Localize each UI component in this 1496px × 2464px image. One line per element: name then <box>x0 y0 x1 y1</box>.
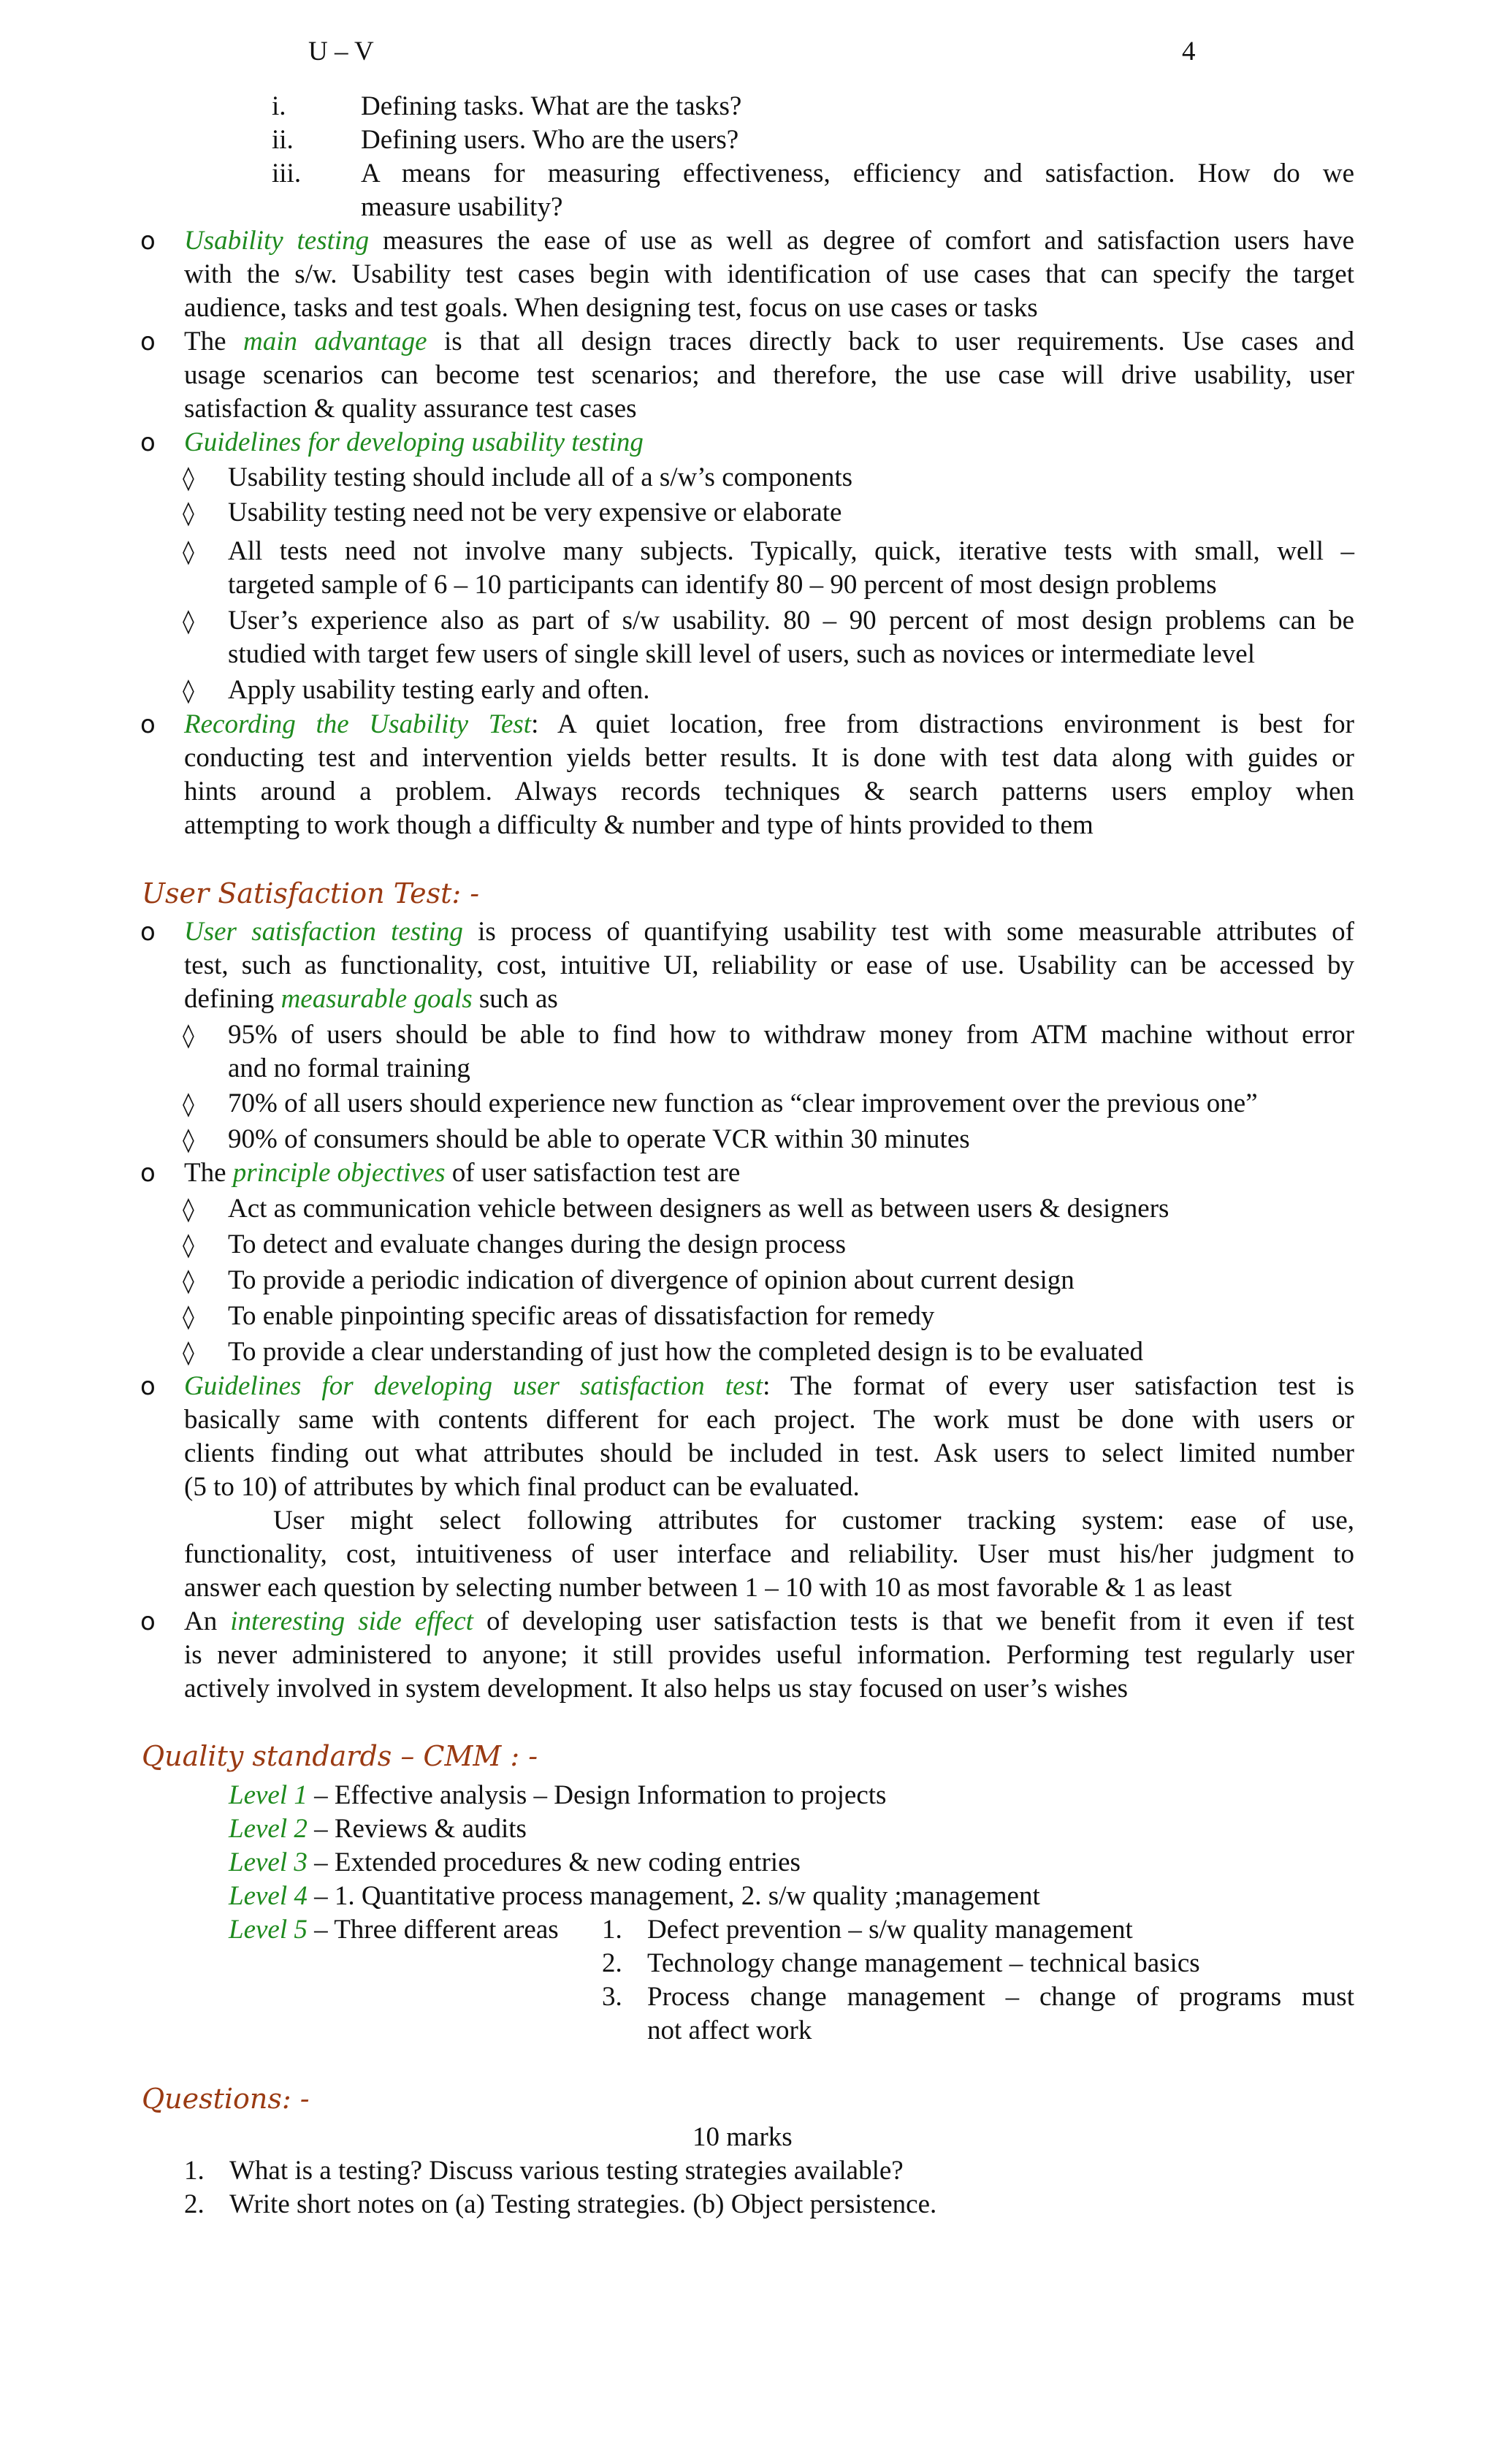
term: interesting side effect <box>230 1606 473 1636</box>
level-label: Level 5 <box>229 1915 308 1945</box>
diamond-bullet-icon: ◊ <box>183 607 194 635</box>
para-line: test, such as functionality, cost, intuitive UI, reliability or ease of use. Usability can be accessed by <box>184 950 1354 980</box>
list-item-cont: studied with target few users of single skill level of users, such as novices or intermediate level <box>228 639 1255 669</box>
area-item: Technology change management – technical basics <box>647 1948 1200 1978</box>
roman-item: Defining users. Who are the users? <box>361 125 739 155</box>
text: is process of quantifying usability test with some measurable attributes of <box>462 917 1354 947</box>
area-item-cont: not affect work <box>647 2015 812 2045</box>
diamond-bullet-icon: ◊ <box>183 1338 194 1366</box>
diamond-bullet-icon: ◊ <box>183 538 194 565</box>
text: – 1. Quantitative process management, 2. s/w quality ;management <box>307 1881 1040 1911</box>
para-line: audience, tasks and test goals. When designing test, focus on use cases or tasks <box>184 293 1038 323</box>
roman-item: Defining tasks. What are the tasks? <box>361 91 742 121</box>
cmm-level <box>229 1846 801 1880</box>
cmm-level <box>229 1880 1040 1913</box>
term: Guidelines for developing user satisfaction test <box>184 1371 763 1401</box>
term: Usability testing <box>184 226 370 256</box>
para-line <box>184 708 1354 741</box>
circle-bullet-icon: o <box>140 327 156 356</box>
roman-num: i. <box>272 91 286 121</box>
list-item-cont: and no formal training <box>228 1053 470 1083</box>
text: – Reviews & audits <box>307 1814 527 1844</box>
area-num: 1. <box>602 1915 622 1945</box>
para-line: functionality, cost, intuitiveness of user interface and reliability. User must his/her judgment to <box>184 1539 1354 1569</box>
circle-bullet-icon: o <box>140 1372 156 1401</box>
text: such as <box>472 984 558 1014</box>
para-line: usage scenarios can become test scenarios; and therefore, the use case will drive usability, user <box>184 360 1354 390</box>
term: User satisfaction testing <box>184 917 463 947</box>
question-item: Write short notes on (a) Testing strategies. (b) Object persistence. <box>229 2189 937 2219</box>
para-line: with the s/w. Usability test cases begin with identification of use cases that can specify the target <box>184 259 1354 289</box>
text: : The format of every user satisfaction test is <box>763 1371 1354 1401</box>
term: measurable goals <box>280 984 473 1014</box>
term: Recording the Usability Test <box>184 709 532 739</box>
list-item: 70% of all users should experience new function as “clear improvement over the previous one” <box>228 1088 1258 1118</box>
page-number: 4 <box>1182 37 1196 66</box>
para-line: conducting test and intervention yields better results. It is done with test data along with guides or <box>184 743 1354 773</box>
list-item: Usability testing should include all of a s/w’s components <box>228 462 853 492</box>
text: is that all design traces directly back to user requirements. Use cases and <box>427 327 1354 356</box>
para-line <box>184 915 1354 949</box>
circle-bullet-icon: o <box>140 1159 156 1188</box>
level-label: Level 2 <box>229 1814 308 1844</box>
list-item: To detect and evaluate changes during the design process <box>228 1229 847 1259</box>
list-item: To enable pinpointing specific areas of dissatisfaction for remedy <box>228 1301 935 1331</box>
question-num: 2. <box>184 2189 205 2219</box>
text: measures the ease of use as well as degree of comfort and satisfaction users have <box>369 226 1354 256</box>
list-item: Act as communication vehicle between designers as well as between users & designers <box>228 1194 1169 1224</box>
section-heading: User Satisfaction Test: - <box>142 877 480 909</box>
para-line <box>184 325 1354 359</box>
diamond-bullet-icon: ◊ <box>183 676 194 704</box>
diamond-bullet-icon: ◊ <box>183 1021 194 1049</box>
para-line <box>184 1156 740 1190</box>
para-line: actively involved in system development. It also helps us stay focused on user’s wishes <box>184 1674 1129 1704</box>
roman-num: iii. <box>272 159 302 188</box>
term: principle objectives <box>232 1158 446 1188</box>
para-line <box>184 1370 1354 1403</box>
text: An <box>184 1606 231 1636</box>
cmm-level <box>229 1779 886 1812</box>
text: of user satisfaction test are <box>445 1158 741 1188</box>
para-line <box>184 1605 1354 1639</box>
diamond-bullet-icon: ◊ <box>183 464 194 492</box>
cmm-level <box>229 1812 527 1846</box>
area-num: 2. <box>602 1948 622 1978</box>
marks-label: 10 marks <box>692 2122 793 2152</box>
section-heading: Quality standards – CMM : - <box>142 1740 538 1772</box>
term: main advantage <box>243 327 427 356</box>
roman-item: A means for measuring effectiveness, efficiency and satisfaction. How do we <box>361 159 1354 188</box>
section-heading: Questions: - <box>142 2083 310 2115</box>
list-item: To provide a clear understanding of just how the completed design is to be evaluated <box>228 1337 1143 1367</box>
para-line: hints around a problem. Always records techniques & search patterns users employ when <box>184 777 1354 806</box>
question-item: What is a testing? Discuss various testing strategies available? <box>229 2156 904 2186</box>
list-item: To provide a periodic indication of divergence of opinion about current design <box>228 1265 1075 1295</box>
list-item: 90% of consumers should be able to operate VCR within 30 minutes <box>228 1124 970 1154</box>
roman-item-cont: measure usability? <box>361 192 563 222</box>
list-item: User’s experience also as part of s/w usability. 80 – 90 percent of most design problems can be <box>228 606 1354 636</box>
text: – Three different areas <box>307 1915 559 1945</box>
level-label: Level 1 <box>229 1780 308 1810</box>
list-item: Apply usability testing early and often. <box>228 675 650 705</box>
list-item-cont: targeted sample of 6 – 10 participants can identify 80 – 90 percent of most design problems <box>228 570 1217 600</box>
circle-bullet-icon: o <box>140 226 156 256</box>
diamond-bullet-icon: ◊ <box>183 1195 194 1223</box>
para-line: is never administered to anyone; it still provides useful information. Performing test regularly user <box>184 1640 1354 1670</box>
text: The <box>184 327 243 356</box>
diamond-bullet-icon: ◊ <box>183 1090 194 1118</box>
roman-num: ii. <box>272 125 294 155</box>
text: – Effective analysis – Design Information to projects <box>307 1780 887 1810</box>
diamond-bullet-icon: ◊ <box>183 1126 194 1153</box>
para-line: clients finding out what attributes should be included in test. Ask users to select limited number <box>184 1438 1354 1468</box>
circle-bullet-icon: o <box>140 710 156 739</box>
text: defining <box>184 984 281 1014</box>
para-line <box>184 983 558 1016</box>
para-line: attempting to work though a difficulty & number and type of hints provided to them <box>184 810 1094 840</box>
diamond-bullet-icon: ◊ <box>183 1267 194 1294</box>
text: : A quiet location, free from distractions environment is best for <box>531 709 1354 739</box>
para-line: answer each question by selecting number between 1 – 10 with 10 as most favorable & 1 as least <box>184 1573 1232 1603</box>
diamond-bullet-icon: ◊ <box>183 499 194 527</box>
question-num: 1. <box>184 2156 205 2186</box>
circle-bullet-icon: o <box>140 1607 156 1636</box>
list-item: All tests need not involve many subjects. Typically, quick, iterative tests with small, well – <box>228 536 1354 566</box>
term: Guidelines for developing usability testing <box>184 427 644 457</box>
text: – Extended procedures & new coding entries <box>307 1847 801 1877</box>
cmm-level <box>229 1913 559 1947</box>
area-item: Defect prevention – s/w quality management <box>647 1915 1133 1945</box>
area-num: 3. <box>602 1982 622 2012</box>
para-line: basically same with contents different for each project. The work must be done with users or <box>184 1405 1354 1435</box>
para-line <box>184 224 1354 258</box>
circle-bullet-icon: o <box>140 428 156 457</box>
circle-bullet-icon: o <box>140 918 156 947</box>
para-line: (5 to 10) of attributes by which final product can be evaluated. <box>184 1472 860 1502</box>
text: The <box>184 1158 233 1188</box>
para-line: satisfaction & quality assurance test cases <box>184 394 637 424</box>
diamond-bullet-icon: ◊ <box>183 1231 194 1259</box>
area-item: Process change management – change of programs must <box>647 1982 1354 2012</box>
text: of developing user satisfaction tests is that we benefit from it even if test <box>473 1606 1354 1636</box>
list-item: 95% of users should be able to find how to withdraw money from ATM machine without error <box>228 1020 1354 1050</box>
diamond-bullet-icon: ◊ <box>183 1302 194 1330</box>
para-line: User might select following attributes for customer tracking system: ease of use, <box>273 1506 1354 1536</box>
list-item: Usability testing need not be very expensive or elaborate <box>228 497 842 527</box>
level-label: Level 3 <box>229 1847 308 1877</box>
header-unit: U – V <box>308 37 374 66</box>
level-label: Level 4 <box>229 1881 308 1911</box>
